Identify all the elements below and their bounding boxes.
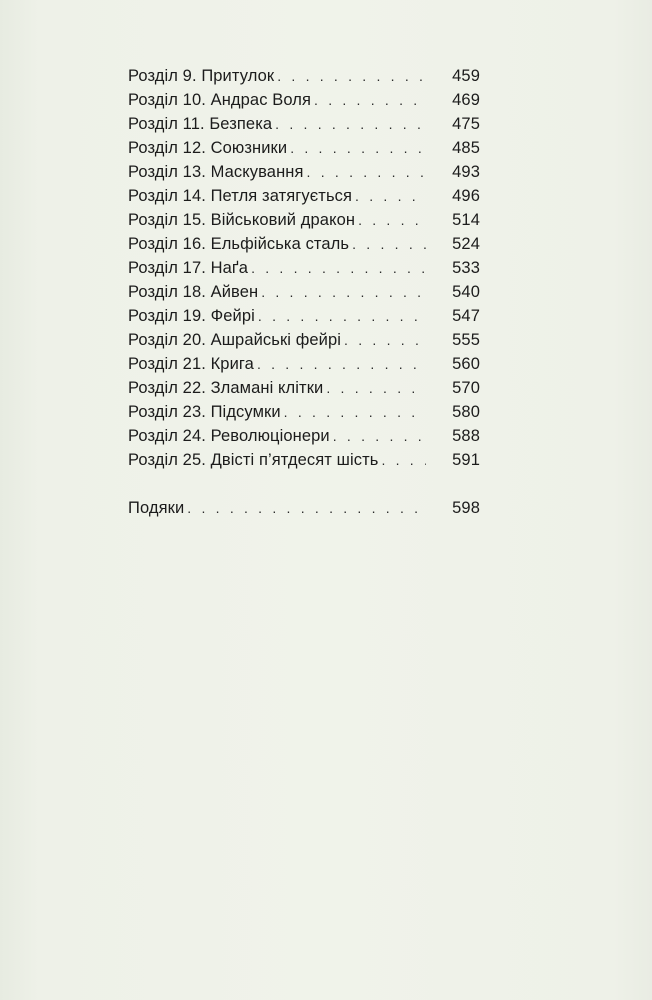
toc-entry-page: 485: [452, 139, 480, 157]
toc-entry-title: Розділ 15. Військовий дракон: [128, 211, 356, 229]
toc-entry: [128, 232, 480, 256]
dot-leader: [352, 232, 426, 256]
table-of-contents: [128, 64, 480, 520]
toc-entry: [128, 184, 480, 208]
toc-entry-acknowledgements: [128, 496, 480, 520]
toc-entry-page: 540: [452, 283, 480, 301]
toc-entry: [128, 112, 480, 136]
toc-entry-title: Розділ 21. Крига: [128, 355, 254, 373]
toc-entry: [128, 400, 480, 424]
dot-leader: [275, 112, 426, 136]
dot-leader: [307, 160, 426, 184]
toc-entry-title: Розділ 14. Петля затягується: [128, 187, 353, 205]
dot-leader: [314, 88, 426, 112]
toc-entry-title: Розділ 19. Фейрі: [128, 307, 255, 325]
toc-entry: [128, 256, 480, 280]
toc-entry-page: 496: [452, 187, 480, 205]
toc-entry: [128, 328, 480, 352]
toc-entry-page: 469: [452, 91, 480, 109]
toc-entry-title: Розділ 23. Підсумки: [128, 403, 281, 421]
dot-leader: [261, 280, 426, 304]
toc-entry-page: 555: [452, 331, 480, 349]
dot-leader: [187, 496, 426, 520]
dot-leader: [358, 208, 426, 232]
dot-leader: [326, 376, 426, 400]
toc-entry-title: Розділ 17. Наґа: [128, 259, 249, 277]
dot-leader: [257, 352, 426, 376]
toc-entry-page: 524: [452, 235, 480, 253]
toc-entry-title: Розділ 20. Ашрайські фейрі: [128, 331, 342, 349]
dot-leader: [355, 184, 426, 208]
toc-entry: [128, 280, 480, 304]
toc-entry: [128, 208, 480, 232]
toc-entry-title: Розділ 24. Революціонери: [128, 427, 330, 445]
toc-entry-page: 591: [452, 451, 480, 469]
toc-entry: [128, 376, 480, 400]
dot-leader: [333, 424, 426, 448]
toc-entry-title: Розділ 18. Айвен: [128, 283, 259, 301]
toc-entry-title: Розділ 11. Безпека: [128, 115, 273, 133]
dot-leader: [277, 64, 426, 88]
toc-entry: [128, 448, 480, 472]
toc-entry-page: 570: [452, 379, 480, 397]
toc-entry-title: Розділ 13. Маскування: [128, 163, 304, 181]
toc-entry: [128, 160, 480, 184]
toc-entry: [128, 304, 480, 328]
toc-entry-page: 493: [452, 163, 480, 181]
toc-entry: [128, 88, 480, 112]
dot-leader: [284, 400, 426, 424]
toc-entry-title: Розділ 10. Андрас Воля: [128, 91, 312, 109]
toc-entry-page: 560: [452, 355, 480, 373]
dot-leader: [381, 448, 426, 472]
dot-leader: [251, 256, 426, 280]
toc-entry-page: 514: [452, 211, 480, 229]
dot-leader: [258, 304, 426, 328]
toc-entry-page: 580: [452, 403, 480, 421]
toc-entry-page: 459: [452, 67, 480, 85]
toc-entry-title: Розділ 22. Зламані клітки: [128, 379, 324, 397]
toc-entry-page: 588: [452, 427, 480, 445]
toc-entry-page: 533: [452, 259, 480, 277]
toc-entry-page: 598: [452, 499, 480, 517]
toc-entry: [128, 64, 480, 88]
dot-leader: [344, 328, 426, 352]
toc-entry-page: 475: [452, 115, 480, 133]
toc-entry-title: Розділ 9. Притулок: [128, 67, 275, 85]
toc-entry-page: 547: [452, 307, 480, 325]
toc-entry: [128, 424, 480, 448]
toc-entry: [128, 352, 480, 376]
dot-leader: [290, 136, 426, 160]
toc-entry-title: Розділ 12. Союзники: [128, 139, 288, 157]
toc-entry-title: Подяки: [128, 499, 185, 517]
toc-entry-title: Розділ 16. Ельфійська сталь: [128, 235, 350, 253]
toc-entry: [128, 136, 480, 160]
toc-entry-title: Розділ 25. Двісті п’ятдесят шість: [128, 451, 379, 469]
section-gap: [128, 472, 480, 496]
